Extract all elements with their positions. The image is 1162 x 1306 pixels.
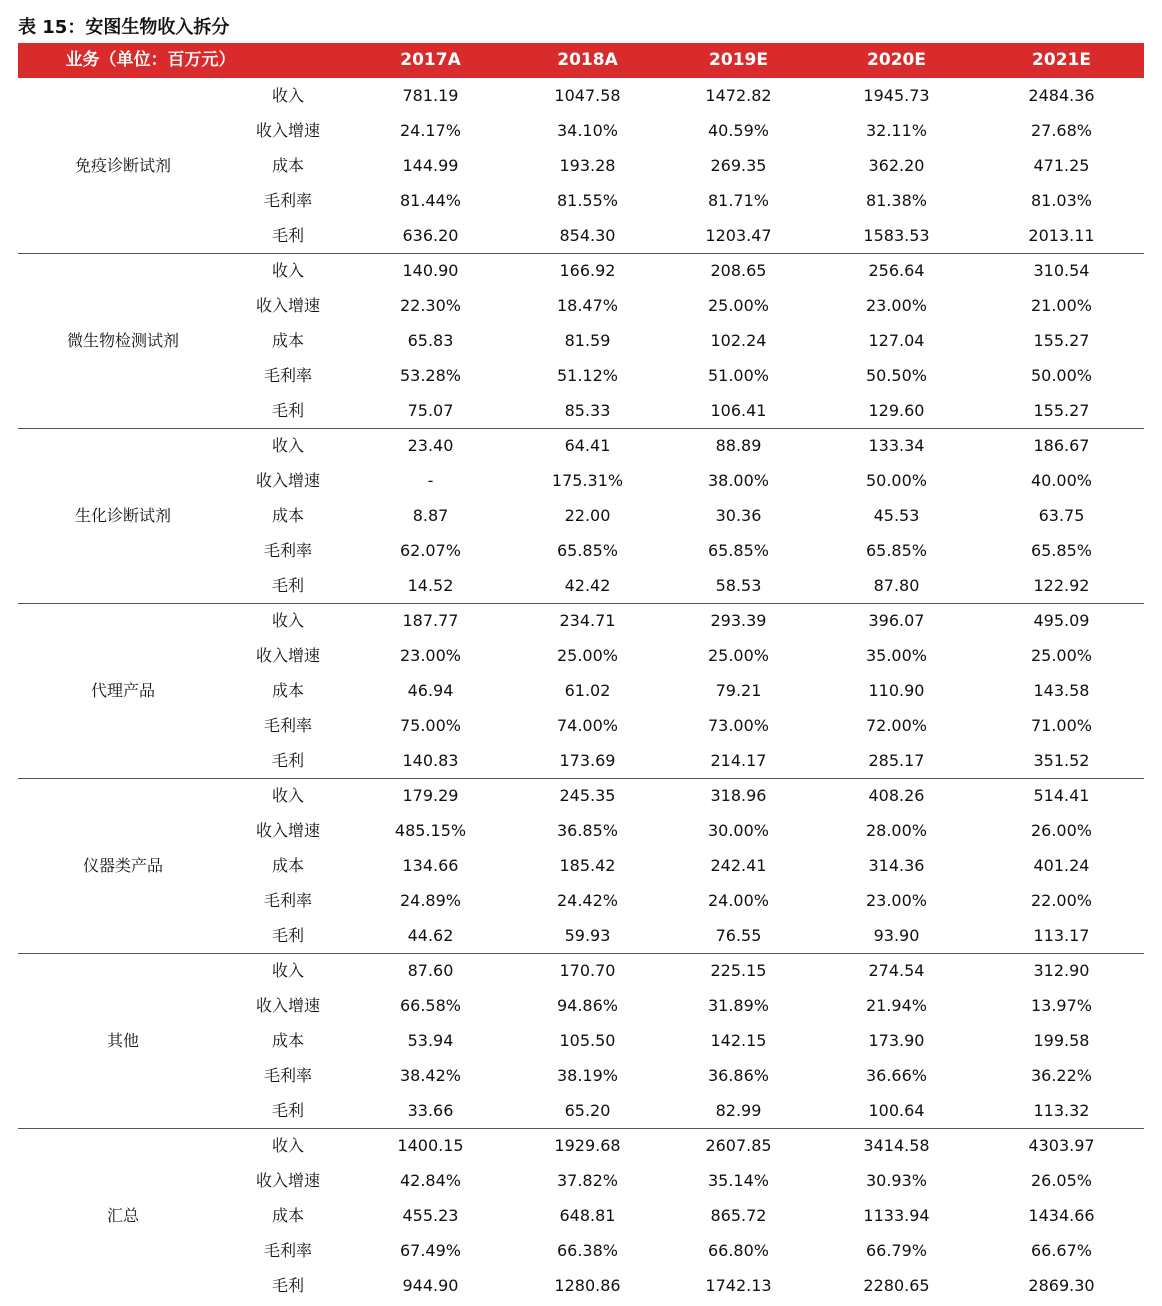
table-row bbox=[18, 1023, 1144, 1058]
value-cell-2017A: 781.19 bbox=[402, 86, 459, 105]
table-row bbox=[18, 218, 1144, 253]
value-cell-2020E: 72.00% bbox=[865, 716, 927, 735]
value-cell-2019E: 30.00% bbox=[707, 821, 769, 840]
metric-label: 毛利率 bbox=[263, 366, 312, 385]
segment-name: 免疫诊断试剂 bbox=[74, 155, 171, 175]
value-cell-2020E: 21.94% bbox=[865, 996, 927, 1015]
segment-group bbox=[18, 603, 1144, 779]
value-cell-2021E: 401.24 bbox=[1033, 856, 1090, 875]
segment-name: 微生物检测试剂 bbox=[66, 330, 179, 350]
value-cell-2017A: 75.00% bbox=[399, 716, 461, 735]
metric-label: 收入增速 bbox=[255, 996, 320, 1015]
table-row bbox=[18, 1058, 1144, 1093]
table-row bbox=[18, 603, 1144, 638]
value-cell-2020E: 23.00% bbox=[865, 296, 927, 315]
value-cell-2017A: 140.90 bbox=[402, 261, 459, 280]
segment-group bbox=[18, 1128, 1144, 1303]
segment-name: 代理产品 bbox=[90, 680, 155, 700]
value-cell-2017A: 187.77 bbox=[402, 611, 459, 630]
metric-label: 毛利率 bbox=[263, 191, 312, 210]
value-cell-2019E: 242.41 bbox=[710, 856, 767, 875]
value-cell-2021E: 4303.97 bbox=[1028, 1136, 1095, 1155]
value-cell-2020E: 133.34 bbox=[868, 436, 925, 455]
value-cell-2021E: 312.90 bbox=[1033, 961, 1090, 980]
value-cell-2019E: 40.59% bbox=[707, 121, 769, 140]
value-cell-2019E: 25.00% bbox=[707, 646, 769, 665]
value-cell-2019E: 88.89 bbox=[715, 436, 762, 455]
value-cell-2018A: 38.19% bbox=[556, 1066, 618, 1085]
value-cell-2017A: 87.60 bbox=[407, 961, 454, 980]
value-cell-2021E: 81.03% bbox=[1030, 191, 1092, 210]
value-cell-2019E: 214.17 bbox=[710, 751, 767, 770]
value-cell-2020E: 28.00% bbox=[865, 821, 927, 840]
value-cell-2017A: 179.29 bbox=[402, 786, 459, 805]
table-row bbox=[18, 1128, 1144, 1163]
table-row bbox=[18, 183, 1144, 218]
metric-label: 收入 bbox=[271, 436, 304, 455]
value-cell-2019E: 65.85% bbox=[707, 541, 769, 560]
value-cell-2020E: 81.38% bbox=[865, 191, 927, 210]
value-cell-2018A: 59.93 bbox=[564, 926, 611, 945]
value-cell-2017A: 24.89% bbox=[399, 891, 461, 910]
value-cell-2018A: 22.00 bbox=[564, 506, 611, 525]
header-year-2017A: 2017A bbox=[400, 50, 461, 70]
metric-label: 收入 bbox=[271, 611, 304, 630]
metric-label: 毛利 bbox=[271, 576, 304, 595]
value-cell-2017A: 44.62 bbox=[407, 926, 454, 945]
value-cell-2021E: 471.25 bbox=[1033, 156, 1090, 175]
header-business: 业务（单位：百万元） bbox=[65, 50, 236, 70]
metric-label: 收入 bbox=[271, 261, 304, 280]
value-cell-2017A: 42.84% bbox=[399, 1171, 461, 1190]
table-row bbox=[18, 638, 1144, 673]
metric-label: 毛利 bbox=[271, 401, 304, 420]
value-cell-2019E: 81.71% bbox=[707, 191, 769, 210]
table-title: 表 15：安图生物收入拆分 bbox=[18, 17, 230, 38]
value-cell-2019E: 142.15 bbox=[710, 1031, 767, 1050]
value-cell-2017A: 23.40 bbox=[407, 436, 454, 455]
value-cell-2021E: 514.41 bbox=[1033, 786, 1090, 805]
value-cell-2018A: 85.33 bbox=[564, 401, 611, 420]
value-cell-2017A: - bbox=[427, 471, 434, 490]
value-cell-2019E: 1742.13 bbox=[705, 1276, 772, 1295]
table-row bbox=[18, 78, 1144, 113]
metric-label: 收入增速 bbox=[255, 296, 320, 315]
table-row bbox=[18, 393, 1144, 428]
metric-label: 成本 bbox=[271, 331, 304, 350]
table-row bbox=[18, 883, 1144, 918]
value-cell-2018A: 175.31% bbox=[551, 471, 624, 490]
value-cell-2021E: 2869.30 bbox=[1028, 1276, 1095, 1295]
value-cell-2019E: 24.00% bbox=[707, 891, 769, 910]
metric-label: 收入 bbox=[271, 786, 304, 805]
value-cell-2021E: 495.09 bbox=[1033, 611, 1090, 630]
value-cell-2018A: 81.55% bbox=[556, 191, 618, 210]
value-cell-2018A: 81.59 bbox=[564, 331, 611, 350]
value-cell-2021E: 63.75 bbox=[1038, 506, 1085, 525]
value-cell-2017A: 140.83 bbox=[402, 751, 459, 770]
value-cell-2019E: 106.41 bbox=[710, 401, 767, 420]
value-cell-2019E: 865.72 bbox=[710, 1206, 767, 1225]
value-cell-2017A: 144.99 bbox=[402, 156, 459, 175]
metric-label: 毛利 bbox=[271, 1276, 304, 1295]
value-cell-2019E: 35.14% bbox=[707, 1171, 769, 1190]
value-cell-2017A: 65.83 bbox=[407, 331, 454, 350]
value-cell-2021E: 351.52 bbox=[1033, 751, 1090, 770]
metric-label: 成本 bbox=[271, 506, 304, 525]
value-cell-2017A: 944.90 bbox=[402, 1276, 459, 1295]
segment-group bbox=[18, 953, 1144, 1129]
value-cell-2021E: 2013.11 bbox=[1028, 226, 1095, 245]
value-cell-2020E: 408.26 bbox=[868, 786, 925, 805]
value-cell-2020E: 100.64 bbox=[868, 1101, 925, 1120]
value-cell-2019E: 293.39 bbox=[710, 611, 767, 630]
value-cell-2017A: 134.66 bbox=[402, 856, 459, 875]
value-cell-2020E: 314.36 bbox=[868, 856, 925, 875]
value-cell-2018A: 65.20 bbox=[564, 1101, 611, 1120]
value-cell-2018A: 193.28 bbox=[559, 156, 616, 175]
metric-label: 成本 bbox=[271, 1206, 304, 1225]
metric-label: 毛利率 bbox=[263, 541, 312, 560]
table-row bbox=[18, 1233, 1144, 1268]
value-cell-2021E: 40.00% bbox=[1030, 471, 1092, 490]
table-row bbox=[18, 288, 1144, 323]
value-cell-2017A: 53.28% bbox=[399, 366, 461, 385]
value-cell-2019E: 1203.47 bbox=[705, 226, 772, 245]
value-cell-2017A: 38.42% bbox=[399, 1066, 461, 1085]
value-cell-2017A: 24.17% bbox=[399, 121, 461, 140]
value-cell-2017A: 67.49% bbox=[399, 1241, 461, 1260]
value-cell-2019E: 30.36 bbox=[715, 506, 762, 525]
segment-name: 汇总 bbox=[106, 1205, 139, 1225]
metric-label: 收入增速 bbox=[255, 471, 320, 490]
value-cell-2017A: 636.20 bbox=[402, 226, 459, 245]
value-cell-2019E: 31.89% bbox=[707, 996, 769, 1015]
header-year-2020E: 2020E bbox=[867, 50, 926, 70]
value-cell-2020E: 110.90 bbox=[868, 681, 925, 700]
metric-label: 成本 bbox=[271, 681, 304, 700]
metric-label: 收入 bbox=[271, 86, 304, 105]
value-cell-2018A: 65.85% bbox=[556, 541, 618, 560]
value-cell-2018A: 854.30 bbox=[559, 226, 616, 245]
table-row bbox=[18, 113, 1144, 148]
value-cell-2018A: 1280.86 bbox=[554, 1276, 621, 1295]
value-cell-2018A: 105.50 bbox=[559, 1031, 616, 1050]
value-cell-2019E: 36.86% bbox=[707, 1066, 769, 1085]
value-cell-2021E: 26.00% bbox=[1030, 821, 1092, 840]
value-cell-2019E: 58.53 bbox=[715, 576, 762, 595]
segment-name: 生化诊断试剂 bbox=[74, 505, 171, 525]
segment-group bbox=[18, 428, 1144, 604]
value-cell-2019E: 269.35 bbox=[710, 156, 767, 175]
value-cell-2019E: 225.15 bbox=[710, 961, 767, 980]
value-cell-2021E: 36.22% bbox=[1030, 1066, 1092, 1085]
value-cell-2021E: 2484.36 bbox=[1028, 86, 1095, 105]
segment-name: 仪器类产品 bbox=[82, 855, 163, 875]
value-cell-2021E: 310.54 bbox=[1033, 261, 1090, 280]
value-cell-2021E: 65.85% bbox=[1030, 541, 1092, 560]
value-cell-2017A: 46.94 bbox=[407, 681, 454, 700]
value-cell-2019E: 102.24 bbox=[710, 331, 767, 350]
value-cell-2019E: 66.80% bbox=[707, 1241, 769, 1260]
metric-label: 成本 bbox=[271, 156, 304, 175]
metric-label: 毛利率 bbox=[263, 1066, 312, 1085]
value-cell-2021E: 1434.66 bbox=[1028, 1206, 1095, 1225]
value-cell-2020E: 50.50% bbox=[865, 366, 927, 385]
value-cell-2021E: 71.00% bbox=[1030, 716, 1092, 735]
value-cell-2020E: 35.00% bbox=[865, 646, 927, 665]
value-cell-2021E: 113.32 bbox=[1033, 1101, 1090, 1120]
value-cell-2020E: 36.66% bbox=[865, 1066, 927, 1085]
metric-label: 毛利 bbox=[271, 751, 304, 770]
table-row bbox=[18, 813, 1144, 848]
metric-label: 收入增速 bbox=[255, 646, 320, 665]
table-row bbox=[18, 533, 1144, 568]
value-cell-2021E: 122.92 bbox=[1033, 576, 1090, 595]
value-cell-2018A: 74.00% bbox=[556, 716, 618, 735]
metric-label: 毛利率 bbox=[263, 891, 312, 910]
value-cell-2017A: 23.00% bbox=[399, 646, 461, 665]
value-cell-2020E: 65.85% bbox=[865, 541, 927, 560]
metric-label: 毛利 bbox=[271, 226, 304, 245]
table-row bbox=[18, 1198, 1144, 1233]
value-cell-2020E: 2280.65 bbox=[863, 1276, 930, 1295]
value-cell-2017A: 455.23 bbox=[402, 1206, 459, 1225]
value-cell-2021E: 26.05% bbox=[1030, 1171, 1092, 1190]
table-row bbox=[18, 498, 1144, 533]
value-cell-2019E: 2607.85 bbox=[705, 1136, 772, 1155]
table-row bbox=[18, 148, 1144, 183]
value-cell-2018A: 66.38% bbox=[556, 1241, 618, 1260]
value-cell-2018A: 34.10% bbox=[556, 121, 618, 140]
value-cell-2021E: 66.67% bbox=[1030, 1241, 1092, 1260]
value-cell-2020E: 362.20 bbox=[868, 156, 925, 175]
table-row bbox=[18, 673, 1144, 708]
value-cell-2018A: 37.82% bbox=[556, 1171, 618, 1190]
value-cell-2020E: 129.60 bbox=[868, 401, 925, 420]
value-cell-2020E: 1583.53 bbox=[863, 226, 930, 245]
value-cell-2019E: 76.55 bbox=[715, 926, 762, 945]
value-cell-2020E: 1945.73 bbox=[863, 86, 930, 105]
value-cell-2021E: 199.58 bbox=[1033, 1031, 1090, 1050]
table-header bbox=[18, 43, 1144, 78]
value-cell-2017A: 8.87 bbox=[412, 506, 449, 525]
value-cell-2020E: 50.00% bbox=[865, 471, 927, 490]
table-row bbox=[18, 428, 1144, 463]
value-cell-2020E: 30.93% bbox=[865, 1171, 927, 1190]
value-cell-2020E: 93.90 bbox=[873, 926, 920, 945]
value-cell-2020E: 274.54 bbox=[868, 961, 925, 980]
value-cell-2017A: 81.44% bbox=[399, 191, 461, 210]
metric-label: 毛利率 bbox=[263, 716, 312, 735]
value-cell-2017A: 14.52 bbox=[407, 576, 454, 595]
metric-label: 收入增速 bbox=[255, 1171, 320, 1190]
value-cell-2019E: 51.00% bbox=[707, 366, 769, 385]
value-cell-2018A: 18.47% bbox=[556, 296, 618, 315]
table-row bbox=[18, 988, 1144, 1023]
table-row bbox=[18, 253, 1144, 288]
segment-group bbox=[18, 253, 1144, 429]
value-cell-2020E: 285.17 bbox=[868, 751, 925, 770]
value-cell-2019E: 73.00% bbox=[707, 716, 769, 735]
metric-label: 毛利 bbox=[271, 926, 304, 945]
value-cell-2017A: 62.07% bbox=[399, 541, 461, 560]
metric-label: 毛利率 bbox=[263, 1241, 312, 1260]
value-cell-2018A: 166.92 bbox=[559, 261, 616, 280]
value-cell-2021E: 13.97% bbox=[1030, 996, 1092, 1015]
segment-group bbox=[18, 778, 1144, 954]
metric-label: 成本 bbox=[271, 1031, 304, 1050]
value-cell-2018A: 25.00% bbox=[556, 646, 618, 665]
value-cell-2021E: 50.00% bbox=[1030, 366, 1092, 385]
value-cell-2018A: 61.02 bbox=[564, 681, 611, 700]
table-row bbox=[18, 358, 1144, 393]
table-row bbox=[18, 743, 1144, 778]
value-cell-2017A: 33.66 bbox=[407, 1101, 454, 1120]
value-cell-2018A: 24.42% bbox=[556, 891, 618, 910]
value-cell-2020E: 23.00% bbox=[865, 891, 927, 910]
value-cell-2017A: 485.15% bbox=[394, 821, 467, 840]
value-cell-2017A: 1400.15 bbox=[397, 1136, 464, 1155]
table-row bbox=[18, 1163, 1144, 1198]
header-year-2018A: 2018A bbox=[557, 50, 618, 70]
value-cell-2018A: 36.85% bbox=[556, 821, 618, 840]
value-cell-2020E: 66.79% bbox=[865, 1241, 927, 1260]
value-cell-2020E: 45.53 bbox=[873, 506, 920, 525]
value-cell-2018A: 245.35 bbox=[559, 786, 616, 805]
value-cell-2018A: 51.12% bbox=[556, 366, 618, 385]
value-cell-2019E: 208.65 bbox=[710, 261, 767, 280]
value-cell-2017A: 53.94 bbox=[407, 1031, 454, 1050]
value-cell-2019E: 318.96 bbox=[710, 786, 767, 805]
value-cell-2021E: 27.68% bbox=[1030, 121, 1092, 140]
metric-label: 毛利 bbox=[271, 1101, 304, 1120]
table-row bbox=[18, 953, 1144, 988]
metric-label: 收入增速 bbox=[255, 121, 320, 140]
value-cell-2021E: 186.67 bbox=[1033, 436, 1090, 455]
value-cell-2018A: 173.69 bbox=[559, 751, 616, 770]
value-cell-2020E: 256.64 bbox=[868, 261, 925, 280]
table-row bbox=[18, 1093, 1144, 1128]
table-row bbox=[18, 848, 1144, 883]
table-row bbox=[18, 323, 1144, 358]
value-cell-2021E: 155.27 bbox=[1033, 401, 1090, 420]
value-cell-2017A: 22.30% bbox=[399, 296, 461, 315]
value-cell-2018A: 234.71 bbox=[559, 611, 616, 630]
value-cell-2020E: 32.11% bbox=[865, 121, 927, 140]
segment-group bbox=[18, 78, 1144, 254]
header-year-2021E: 2021E bbox=[1032, 50, 1091, 70]
metric-label: 收入 bbox=[271, 961, 304, 980]
value-cell-2021E: 25.00% bbox=[1030, 646, 1092, 665]
header-year-2019E: 2019E bbox=[709, 50, 768, 70]
value-cell-2017A: 75.07 bbox=[407, 401, 454, 420]
value-cell-2018A: 185.42 bbox=[559, 856, 616, 875]
value-cell-2021E: 155.27 bbox=[1033, 331, 1090, 350]
value-cell-2019E: 1472.82 bbox=[705, 86, 772, 105]
value-cell-2019E: 38.00% bbox=[707, 471, 769, 490]
table-row bbox=[18, 463, 1144, 498]
value-cell-2017A: 66.58% bbox=[399, 996, 461, 1015]
value-cell-2018A: 42.42 bbox=[564, 576, 611, 595]
value-cell-2018A: 94.86% bbox=[556, 996, 618, 1015]
segment-name: 其他 bbox=[106, 1030, 139, 1050]
table-row bbox=[18, 1268, 1144, 1303]
metric-label: 收入 bbox=[271, 1136, 304, 1155]
table-row bbox=[18, 568, 1144, 603]
table-row bbox=[18, 708, 1144, 743]
value-cell-2020E: 3414.58 bbox=[863, 1136, 930, 1155]
metric-label: 成本 bbox=[271, 856, 304, 875]
value-cell-2021E: 143.58 bbox=[1033, 681, 1090, 700]
value-cell-2018A: 1929.68 bbox=[554, 1136, 621, 1155]
value-cell-2020E: 173.90 bbox=[868, 1031, 925, 1050]
value-cell-2019E: 25.00% bbox=[707, 296, 769, 315]
value-cell-2019E: 82.99 bbox=[715, 1101, 762, 1120]
value-cell-2021E: 22.00% bbox=[1030, 891, 1092, 910]
value-cell-2021E: 21.00% bbox=[1030, 296, 1092, 315]
value-cell-2020E: 127.04 bbox=[868, 331, 925, 350]
table-row bbox=[18, 778, 1144, 813]
value-cell-2021E: 113.17 bbox=[1033, 926, 1090, 945]
value-cell-2018A: 648.81 bbox=[559, 1206, 616, 1225]
metric-label: 收入增速 bbox=[255, 821, 320, 840]
value-cell-2018A: 64.41 bbox=[564, 436, 611, 455]
value-cell-2020E: 87.80 bbox=[873, 576, 920, 595]
value-cell-2020E: 1133.94 bbox=[863, 1206, 930, 1225]
value-cell-2020E: 396.07 bbox=[868, 611, 925, 630]
table-row bbox=[18, 918, 1144, 953]
value-cell-2018A: 170.70 bbox=[559, 961, 616, 980]
value-cell-2018A: 1047.58 bbox=[554, 86, 621, 105]
value-cell-2019E: 79.21 bbox=[715, 681, 762, 700]
